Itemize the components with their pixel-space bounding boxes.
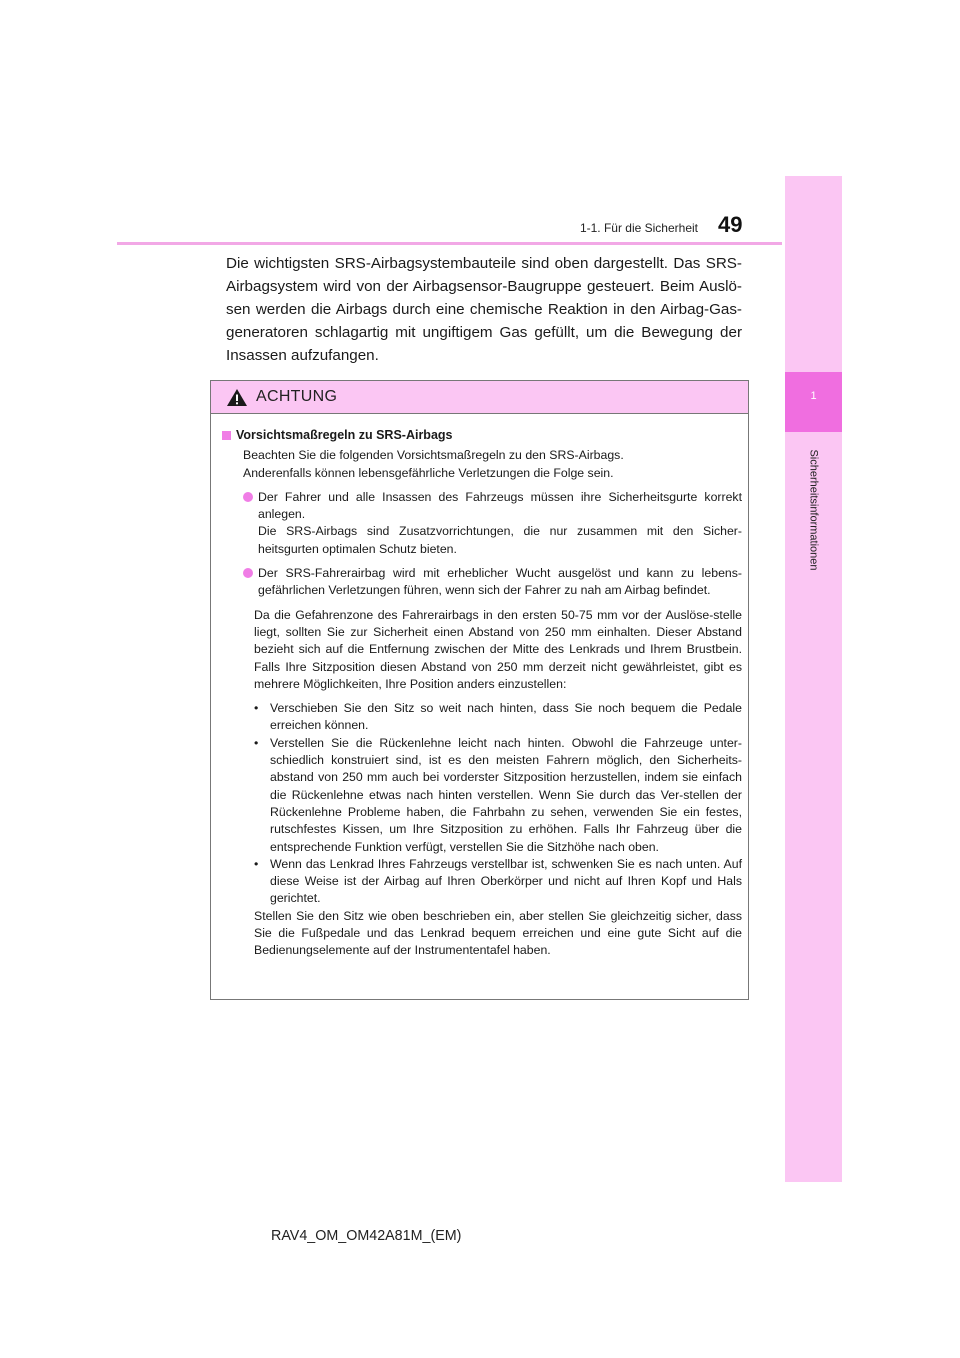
sub-list-marker: •: [254, 735, 259, 750]
sub-list-text: Verschieben Sie den Sitz so weit nach hinten, dass Sie noch bequem die Pedale erreichen können.: [270, 701, 742, 733]
side-tab-label: Sicherheitsinformationen: [807, 449, 820, 571]
sub-list-marker: •: [254, 701, 259, 716]
bullet2-text: Der SRS-Fahrerairbag wird mit erheblicher Wucht ausgelöst und kann zu lebens-gefährlichen Verletzungen führen, wenn sich der Fahrer zu nah am Airbag befindet.: [258, 566, 742, 598]
sub-list: [222, 700, 742, 908]
closing-paragraph: Stellen Sie den Sitz wie oben beschrieben ein, aber stellen Sie gleichzeitig sicher, dass Sie die Fußpedale und das Lenkrad bequem erreichen und eine gute Sicht auf die Bedienungselemente auf der Instrumententafel haben.: [254, 908, 742, 958]
bullet1-line2: Die SRS-Airbags sind Zusatzvorrichtungen, die nur zusammen mit den Sicher-heitsgurten optimalen Schutz bieten.: [258, 524, 742, 556]
warning-box: [210, 380, 749, 1000]
warning-intro-line1: Beachten Sie die folgenden Vorsichtsmaßregeln zu den SRS-Airbags.: [243, 448, 624, 463]
warning-intro-line2: Anderenfalls können lebensgefährliche Verletzungen die Folge sein.: [243, 465, 614, 480]
sub-list-text: Verstellen Sie die Rückenlehne leicht nach hinten. Obwohl die Fahrzeuge unter-schiedlich konstruiert sind, ist es den meisten Fahrern möglich, den Sicherheits-abstand von 250 mm auch bei vorderster Sitzposition herzustellen, indem sie einfach die Rückenlehne etwas nach hinten verstellen. Wenn Sie durch das Ver-stellen der Rückenlehne Probleme haben, die Fahrbahn zu sehen, verwenden Sie ein festes, rutschfestes Kissen, um Ihre Sitzposition zu erhöhen. Falls Ihr Fahrzeug über die entsprechende Funktion verfügt, verstellen Sie die Sitzhöhe nach oben.: [270, 735, 742, 854]
round-bullet-icon: [243, 492, 253, 502]
warning-header: [211, 381, 748, 414]
chapter-number: 1: [810, 390, 817, 402]
sub-list-item: [222, 735, 742, 856]
square-bullet-icon: [222, 431, 231, 440]
sub-list-item: [222, 700, 742, 735]
warning-subheading: [222, 427, 742, 444]
sub-list-marker: •: [254, 856, 259, 871]
chapter-tab-marker: [785, 372, 842, 432]
warning-body: [211, 414, 748, 960]
bullet-item: [222, 565, 742, 600]
bullet1-line1: Der Fahrer und alle Insassen des Fahrzeugs müssen ihre Sicherheitsgurte korrekt anlegen.: [258, 489, 742, 522]
bullet2-paragraph: Da die Gefahrenzone des Fahrerairbags in den ersten 50-75 mm vor der Auslöse-stelle liegt, sollten Sie zur Sicherheit einen Abstand von 250 mm einhalten. Dieser Abstand bezieht sich auf die Entfernung zwischen der Mitte des Lenkrads und Ihrem Brustbein. Falls Ihre Sitzposition diesen Abstand von 250 mm derzeit nicht gewährleistet, gibt es mehrere Möglichkeiten, Ihre Position anders einzustellen:: [254, 607, 742, 691]
document-code: RAV4_OM_OM42A81M_(EM): [271, 1228, 462, 1244]
sub-list-item: [222, 856, 742, 908]
page-number: 49: [718, 212, 743, 237]
side-tab-label-wrap: [785, 440, 842, 580]
bullet-item: [222, 489, 742, 558]
sub-list-text: Wenn das Lenkrad Ihres Fahrzeugs verstellbar ist, schwenken Sie es nach unten. Auf diese Weise ist der Airbag auf Ihren Oberkörper und nicht auf Ihren Kopf und Hals gerichtet.: [270, 856, 742, 906]
side-tab: [785, 176, 842, 1182]
warning-triangle-icon: [226, 388, 248, 407]
section-title: 1-1. Für die Sicherheit: [579, 221, 698, 235]
header-divider: [117, 242, 782, 245]
warning-title: ACHTUNG: [256, 388, 338, 405]
intro-paragraph: Die wichtigsten SRS-Airbagsystembauteile sind oben dargestellt. Das SRS-Airbagsystem wird von der Airbagsensor-Baugruppe gesteuert. Beim Auslö-sen werden die Airbags durch eine chemische Reaktion in den Airbag-Gas-generatoren schlagartig mit ungiftigem Gas gefüllt, um die Bewegung der Insassen aufzufangen.: [226, 255, 742, 364]
round-bullet-icon: [243, 568, 253, 578]
bullet-text: [258, 489, 742, 558]
warning-subheading-text: Vorsichtsmaßregeln zu SRS-Airbags: [236, 428, 453, 442]
